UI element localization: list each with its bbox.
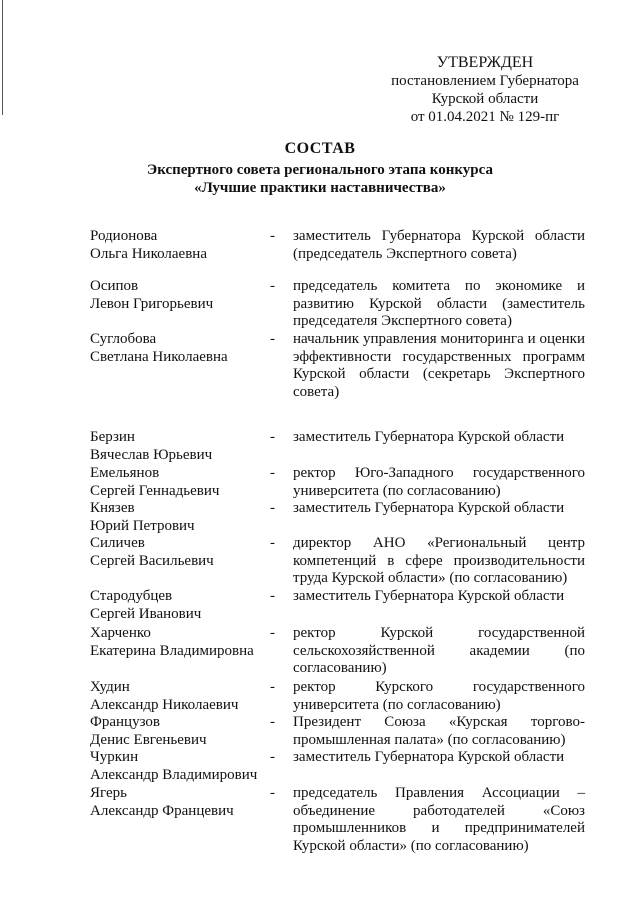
- member-name: Берзин Вячеслав Юрьевич: [90, 429, 213, 463]
- approval-line-1: УТВЕРЖДЕН: [436, 54, 534, 71]
- member-role: ректор Юго-Западного государственного университета (по согласованию): [293, 465, 585, 499]
- member-dash: -: [270, 749, 275, 765]
- member-name: Суглобова Светлана Николаевна: [90, 331, 228, 365]
- member-row: [90, 228, 590, 278]
- member-role: ректор Курской государственной сельскохозяйственной академии (по согласованию): [293, 625, 585, 676]
- member-row: [90, 625, 590, 679]
- approval-line-4: от 01.04.2021 № 129-пг: [410, 109, 560, 125]
- member-row: [90, 679, 590, 714]
- member-role: председатель Правления Ассоциации – объединение работодателей «Союз промышленников и предпринимателей Курской области» (по согласованию): [293, 785, 585, 854]
- document-subtitle-2: «Лучшие практики наставничества»: [194, 180, 446, 196]
- member-name: Ягерь Александр Францевич: [90, 785, 234, 819]
- member-role: заместитель Губернатора Курской области: [293, 500, 565, 516]
- spacer: [90, 401, 590, 429]
- member-name: Стародубцев Сергей Иванович: [90, 588, 202, 622]
- approval-stamp: [360, 54, 610, 126]
- member-role: начальник управления мониторинга и оценки эффективности государственных программ Курской области (секретарь Экспертного совета): [293, 331, 585, 400]
- member-row: [90, 429, 590, 465]
- scan-margin-line: [2, 0, 3, 115]
- member-dash: -: [270, 429, 275, 445]
- member-row: [90, 749, 590, 785]
- member-role: директор АНО «Региональный центр компетенций в сфере производительности труда Курской области» (по согласованию): [293, 535, 585, 586]
- document-title: СОСТАВ: [284, 140, 356, 157]
- member-row: [90, 465, 590, 500]
- member-row: [90, 535, 590, 588]
- member-row: [90, 500, 590, 535]
- member-role: заместитель Губернатора Курской области: [293, 588, 565, 604]
- member-name: Осипов Левон Григорьевич: [90, 278, 214, 312]
- member-name: Князев Юрий Петрович: [90, 500, 195, 534]
- member-name: Французов Денис Евгеньевич: [90, 714, 207, 748]
- member-dash: -: [270, 500, 275, 516]
- member-dash: -: [270, 228, 275, 244]
- member-row: [90, 714, 590, 749]
- member-role: Президент Союза «Курская торгово-промышленная палата» (по согласованию): [293, 714, 585, 748]
- member-row: [90, 785, 590, 857]
- member-dash: -: [270, 588, 275, 604]
- member-dash: -: [270, 331, 275, 347]
- member-role: заместитель Губернатора Курской области (председатель Экспертного совета): [293, 228, 585, 262]
- member-dash: -: [270, 278, 275, 294]
- member-name: Харченко Екатерина Владимировна: [90, 625, 254, 659]
- member-name: Чуркин Александр Владимирович: [90, 749, 258, 783]
- member-row: [90, 588, 590, 625]
- member-dash: -: [270, 535, 275, 551]
- approval-line-2: постановлением Губернатора: [391, 73, 579, 89]
- member-dash: -: [270, 625, 275, 641]
- member-row: [90, 278, 590, 331]
- member-name: Емельянов Сергей Геннадьевич: [90, 465, 220, 499]
- member-role: председатель комитета по экономике и развитию Курской области (заместитель председателя Экспертного совета): [293, 278, 585, 329]
- member-dash: -: [270, 714, 275, 730]
- member-dash: -: [270, 465, 275, 481]
- approval-line-3: Курской области: [431, 91, 539, 107]
- member-row: [90, 331, 590, 401]
- document-subtitle-1: Экспертного совета регионального этапа конкурса: [147, 162, 493, 178]
- member-role: заместитель Губернатора Курской области: [293, 429, 565, 445]
- member-name: Родионова Ольга Николаевна: [90, 228, 207, 262]
- member-role: заместитель Губернатора Курской области: [293, 749, 565, 765]
- member-name: Худин Александр Николаевич: [90, 679, 239, 713]
- member-name: Силичев Сергей Васильевич: [90, 535, 214, 569]
- member-dash: -: [270, 679, 275, 695]
- member-dash: -: [270, 785, 275, 801]
- member-role: ректор Курского государственного университета (по согласованию): [293, 679, 585, 713]
- member-list: [90, 228, 590, 857]
